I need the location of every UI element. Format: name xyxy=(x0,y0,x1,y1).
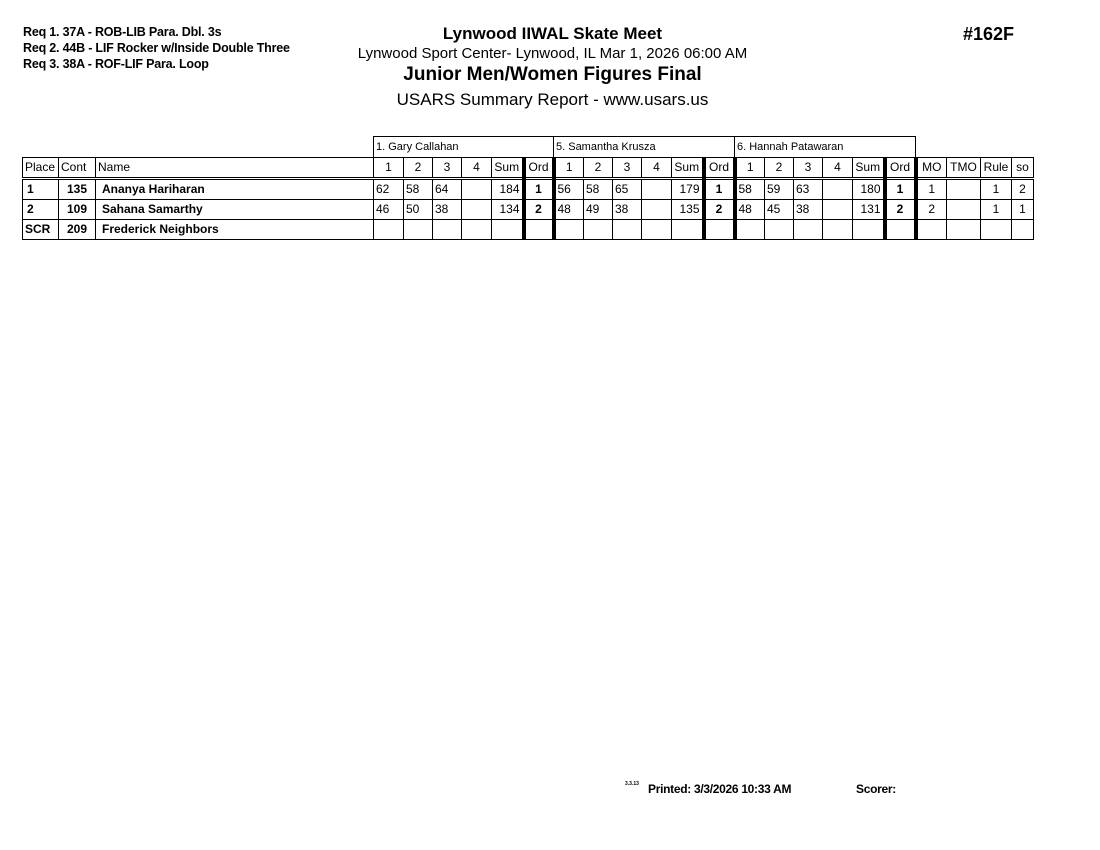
score-cell: 49 xyxy=(584,200,613,220)
ordinal-cell: 1 xyxy=(885,179,916,200)
column-header-row xyxy=(23,158,1034,179)
cont-cell: 135 xyxy=(59,179,96,200)
j2-col-ord: Ord xyxy=(704,158,735,179)
results-table xyxy=(22,136,1034,240)
so-cell: 1 xyxy=(1012,200,1034,220)
j3-col-ord: Ord xyxy=(885,158,916,179)
place-cell: 2 xyxy=(23,200,59,220)
score-cell: 48 xyxy=(554,200,584,220)
cont-cell: 209 xyxy=(59,220,96,240)
j3-col-2: 2 xyxy=(765,158,794,179)
ordinal-cell xyxy=(704,220,735,240)
scorer-label: Scorer: xyxy=(856,782,896,796)
j2-col-4: 4 xyxy=(642,158,672,179)
score-cell xyxy=(823,200,853,220)
ordinal-cell: 1 xyxy=(524,179,554,200)
col-tmo: TMO xyxy=(947,158,981,179)
score-cell: 50 xyxy=(404,200,433,220)
event-number: #162F xyxy=(963,24,1015,44)
score-cell xyxy=(613,220,642,240)
judge-header-row xyxy=(23,137,1034,158)
score-cell: 62 xyxy=(374,179,404,200)
score-cell xyxy=(794,220,823,240)
j1-col-1: 1 xyxy=(374,158,404,179)
j3-col-4: 4 xyxy=(823,158,853,179)
rule-cell: 1 xyxy=(981,179,1012,200)
tmo-cell xyxy=(947,200,981,220)
score-cell: 56 xyxy=(554,179,584,200)
printed-timestamp: Printed: 3/3/2026 10:33 AM xyxy=(648,782,792,796)
mo-cell xyxy=(916,220,947,240)
score-cell xyxy=(554,220,584,240)
ordinal-cell: 1 xyxy=(704,179,735,200)
col-place: Place xyxy=(23,158,59,179)
score-cell xyxy=(642,220,672,240)
mo-cell: 1 xyxy=(916,179,947,200)
report-title: USARS Summary Report - www.usars.us xyxy=(396,90,709,109)
score-cell xyxy=(765,220,794,240)
judge-2-name: 5. Samantha Krusza xyxy=(554,137,735,158)
col-mo: MO xyxy=(916,158,947,179)
j2-col-2: 2 xyxy=(584,158,613,179)
table-row xyxy=(23,220,1034,240)
table-row xyxy=(23,200,1034,220)
score-cell: 59 xyxy=(765,179,794,200)
j1-col-2: 2 xyxy=(404,158,433,179)
meet-title: Lynwood IIWAL Skate Meet xyxy=(442,24,663,43)
j3-col-1: 1 xyxy=(735,158,765,179)
score-cell: 38 xyxy=(433,200,462,220)
score-cell xyxy=(642,179,672,200)
j3-col-3: 3 xyxy=(794,158,823,179)
score-cell: 46 xyxy=(374,200,404,220)
so-cell xyxy=(1012,220,1034,240)
tmo-cell xyxy=(947,220,981,240)
cont-cell: 109 xyxy=(59,200,96,220)
sum-cell: 135 xyxy=(672,200,704,220)
col-rule: Rule xyxy=(981,158,1012,179)
venue-date: Lynwood Sport Center- Lynwood, IL Mar 1, 2026 06:00 AM xyxy=(357,45,748,62)
score-cell xyxy=(404,220,433,240)
j2-col-3: 3 xyxy=(613,158,642,179)
rule-cell: 1 xyxy=(981,200,1012,220)
score-cell: 58 xyxy=(584,179,613,200)
sum-cell: 134 xyxy=(492,200,524,220)
j2-col-1: 1 xyxy=(554,158,584,179)
sum-cell xyxy=(853,220,885,240)
skater-name: Sahana Samarthy xyxy=(96,200,374,220)
mo-cell: 2 xyxy=(916,200,947,220)
score-cell: 48 xyxy=(735,200,765,220)
tmo-cell xyxy=(947,179,981,200)
j1-col-4: 4 xyxy=(462,158,492,179)
sum-cell xyxy=(672,220,704,240)
sum-cell: 184 xyxy=(492,179,524,200)
ordinal-cell: 2 xyxy=(524,200,554,220)
score-cell xyxy=(735,220,765,240)
col-name: Name xyxy=(96,158,374,179)
requirement-1: Req 1. 37A - ROB-LIB Para. Dbl. 3s xyxy=(23,25,222,39)
ordinal-cell: 2 xyxy=(885,200,916,220)
j2-col-sum: Sum xyxy=(672,158,704,179)
score-cell xyxy=(823,220,853,240)
col-cont: Cont xyxy=(59,158,96,179)
score-cell xyxy=(642,200,672,220)
score-cell xyxy=(433,220,462,240)
skater-name: Ananya Hariharan xyxy=(96,179,374,200)
score-cell: 58 xyxy=(404,179,433,200)
so-cell: 2 xyxy=(1012,179,1034,200)
sum-cell xyxy=(492,220,524,240)
software-version: 3.3.13 xyxy=(625,781,639,787)
score-cell xyxy=(584,220,613,240)
j3-col-sum: Sum xyxy=(853,158,885,179)
ordinal-cell: 2 xyxy=(704,200,735,220)
requirement-3: Req 3. 38A - ROF-LIF Para. Loop xyxy=(23,57,209,71)
score-cell xyxy=(462,179,492,200)
judge-1-name: 1. Gary Callahan xyxy=(374,137,554,158)
score-cell: 38 xyxy=(613,200,642,220)
ordinal-cell xyxy=(885,220,916,240)
col-so: so xyxy=(1012,158,1034,179)
place-cell: 1 xyxy=(23,179,59,200)
judge-3-name: 6. Hannah Patawaran xyxy=(735,137,916,158)
requirement-2: Req 2. 44B - LIF Rocker w/Inside Double Three xyxy=(23,41,290,55)
score-cell xyxy=(462,220,492,240)
score-cell xyxy=(462,200,492,220)
place-cell: SCR xyxy=(23,220,59,240)
table-row xyxy=(23,179,1034,200)
j1-col-3: 3 xyxy=(433,158,462,179)
sum-cell: 179 xyxy=(672,179,704,200)
skater-name: Frederick Neighbors xyxy=(96,220,374,240)
score-cell: 45 xyxy=(765,200,794,220)
score-cell: 58 xyxy=(735,179,765,200)
j1-col-ord: Ord xyxy=(524,158,554,179)
rule-cell xyxy=(981,220,1012,240)
sum-cell: 131 xyxy=(853,200,885,220)
score-cell: 65 xyxy=(613,179,642,200)
ordinal-cell xyxy=(524,220,554,240)
score-cell xyxy=(823,179,853,200)
sum-cell: 180 xyxy=(853,179,885,200)
score-cell xyxy=(374,220,404,240)
event-title: Junior Men/Women Figures Final xyxy=(403,64,702,85)
j1-col-sum: Sum xyxy=(492,158,524,179)
score-cell: 38 xyxy=(794,200,823,220)
score-cell: 64 xyxy=(433,179,462,200)
score-cell: 63 xyxy=(794,179,823,200)
